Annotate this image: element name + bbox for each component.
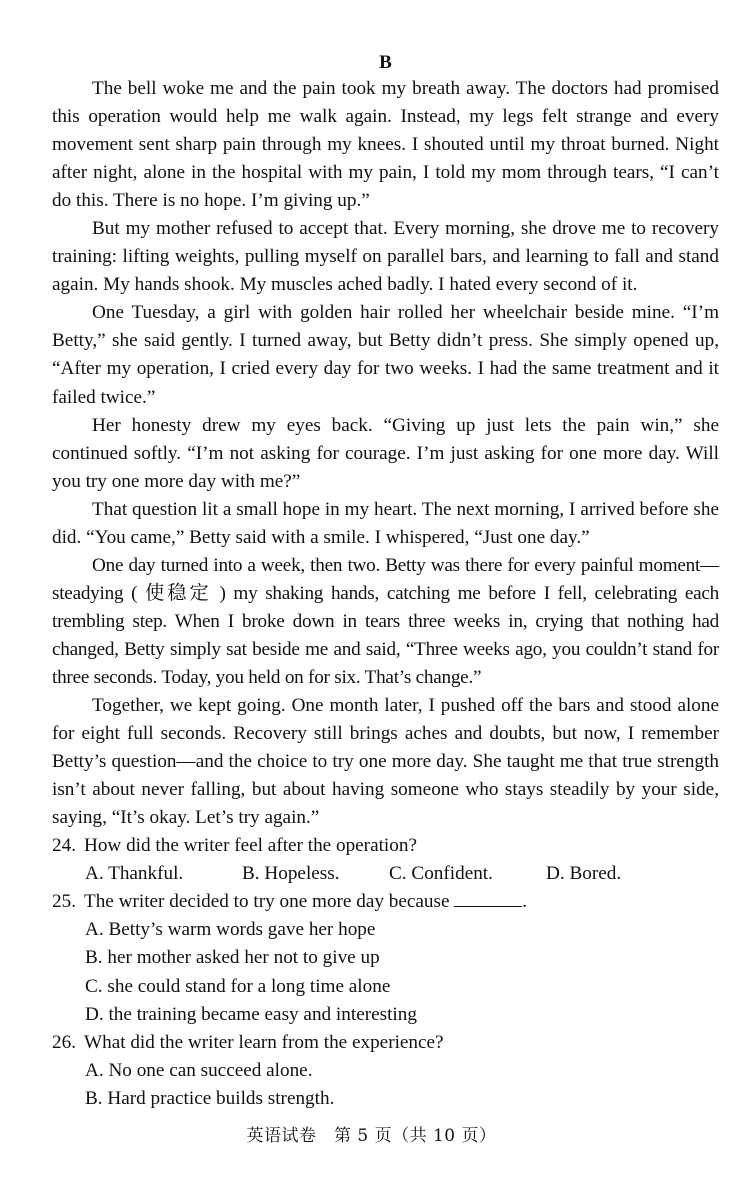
passage-paragraph: Together, we kept going. One month later, I pushed off the bars and stood alone for eight full seconds. Recovery still brings aches and doubts, but now, I remember Betty’s question—and the choice to try one more day. She taught me that true strength isn’t about never falling, but about having someone who stays steadily by your side, saying, “It’s okay. Let’s try again.”: [52, 695, 719, 829]
option-a[interactable]: A. Thankful.: [85, 863, 184, 885]
question-number: 24.: [52, 835, 76, 857]
option-c[interactable]: C. she could stand for a long time alone: [85, 975, 391, 997]
option-b[interactable]: B. her mother asked her not to give up: [85, 947, 380, 969]
question-stem: How did the writer feel after the operation?: [83, 835, 417, 857]
page-footer: 英语试卷 第 5 页（共 10 页）: [246, 1126, 497, 1146]
question-list: [52, 832, 719, 1112]
section-label: B: [379, 52, 392, 73]
option-d[interactable]: D. Bored.: [546, 863, 622, 885]
question-26: [52, 1029, 719, 1113]
passage-paragraph: That question lit a small hope in my heart. The next morning, I arrived before she did. “You came,” Betty said with a smile. I whispered, “Just one day.”: [52, 498, 719, 548]
question-stem: What did the writer learn from the experience?: [83, 1031, 444, 1053]
option-b[interactable]: B. Hopeless.: [242, 863, 340, 885]
question-25: [52, 888, 719, 1028]
passage-paragraph: Her honesty drew my eyes back. “Giving up just lets the pain win,” she continued softly. “I’m not asking for courage. I’m just asking for one more day. Will you try one more day with me?”: [52, 414, 719, 492]
passage-paragraph: One day turned into a week, then two. Betty was there for every painful moment—steadying ( 使稳定 ) my shaking hands, catching me before I fell, celebrating each trembling step. When I broke down in tears three weeks in, crying that nothing had changed, Betty simply sat beside me and said, “Three weeks ago, you couldn’t stand for three seconds. Today, you held on for six. That’s change.”: [52, 554, 719, 688]
option-c[interactable]: C. Confident.: [389, 863, 493, 885]
passage-paragraph: The bell woke me and the pain took my breath away. The doctors had promised this operation would help me walk again. Instead, my legs felt strange and every movement sent sharp pain through my knees. I shouted until my throat burned. Night after night, alone in the hospital with my pain, I told my mom through tears, “I can’t do this. There is no hope. I’m giving up.”: [52, 78, 719, 212]
answer-blank[interactable]: [454, 888, 522, 907]
question-stem: The writer decided to try one more day because: [83, 891, 450, 913]
question-24: [52, 832, 719, 888]
exam-page: [52, 0, 719, 1113]
option-d[interactable]: D. the training became easy and interesting: [85, 1003, 417, 1025]
question-stem-end: .: [522, 891, 528, 913]
passage-paragraph: But my mother refused to accept that. Every morning, she drove me to recovery training: lifting weights, pulling myself on parallel bars, and learning to fall and stand again. My hands shook. My muscles ached badly. I hated every second of it.: [52, 218, 719, 296]
question-number: 26.: [52, 1031, 76, 1053]
option-b[interactable]: B. Hard practice builds strength.: [85, 1087, 335, 1109]
option-a[interactable]: A. No one can succeed alone.: [85, 1059, 313, 1081]
passage-paragraph: One Tuesday, a girl with golden hair rolled her wheelchair beside mine. “I’m Betty,” she said gently. I turned away, but Betty didn’t press. She simply opened up, “After my operation, I cried every day for two weeks. I had the same treatment and it failed twice.”: [52, 302, 719, 408]
options-row: [52, 860, 719, 888]
reading-passage: [52, 75, 719, 832]
option-a[interactable]: A. Betty’s warm words gave her hope: [85, 919, 376, 941]
question-number: 25.: [52, 891, 76, 913]
